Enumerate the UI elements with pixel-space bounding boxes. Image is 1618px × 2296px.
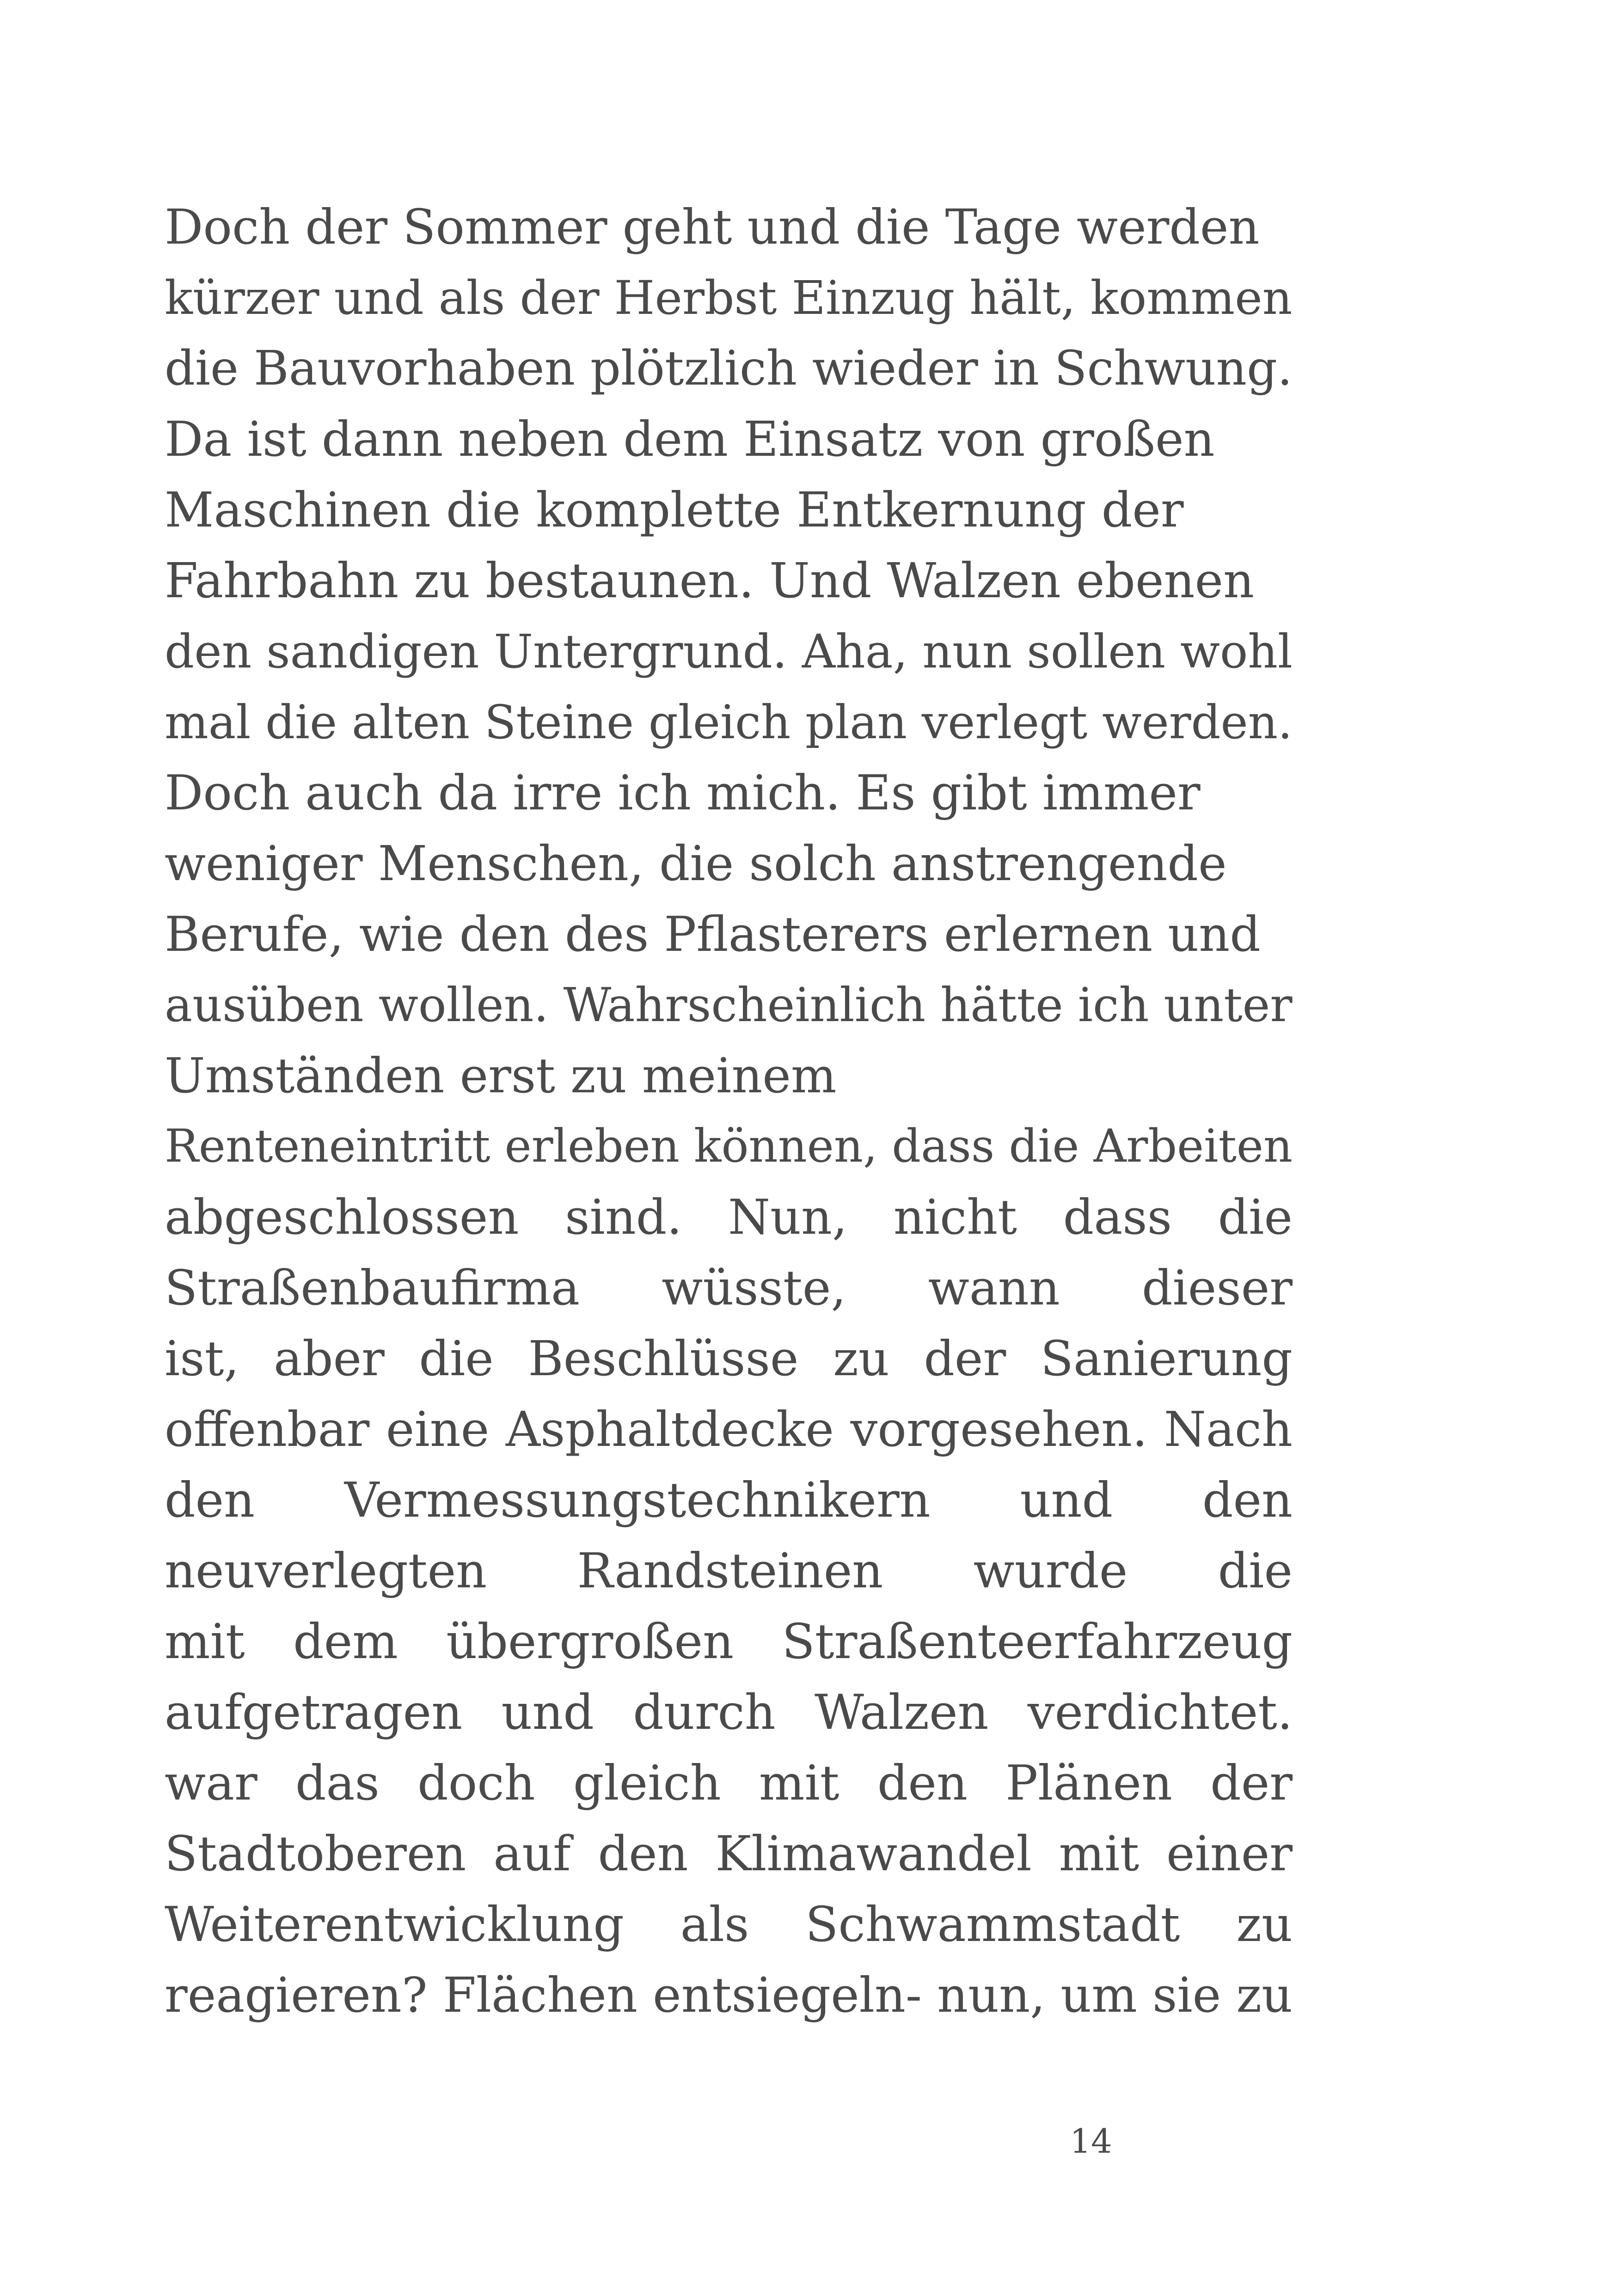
text-line: die Bauvorhaben plötzlich wieder in Schwung.: [165, 341, 1293, 396]
text-line: aufgetragen und durch Walzen verdichtet.: [165, 1684, 1293, 1740]
text-line: Weiterentwicklung als Schwammstadt zu: [165, 1896, 1293, 1953]
text-line: Umständen erst zu meinem: [165, 1047, 837, 1104]
text-line: offenbar eine Asphaltdecke vorgesehen. Nach: [165, 1401, 1293, 1457]
body-text: [165, 192, 1293, 2031]
text-line: Doch der Sommer geht und die Tage werden: [165, 199, 1260, 255]
text-line: reagieren? Flächen entsiegeln- nun, um sie zu: [165, 1967, 1293, 2023]
text-line: ist, aber die Beschlüsse zu der Sanierung: [165, 1330, 1293, 1387]
text-line: Stadtoberen auf den Klimawandel mit einer: [165, 1825, 1293, 1882]
text-line: mit dem übergroßen Straßenteerfahrzeug: [165, 1613, 1293, 1670]
text-line: war das doch gleich mit den Plänen der: [165, 1755, 1293, 1811]
text-line: Maschinen die komplette Entkernung der: [165, 482, 1184, 538]
text-line: mal die alten Steine gleich plan verlegt werden.: [165, 695, 1293, 749]
text-line: den sandigen Untergrund. Aha, nun sollen wohl: [165, 625, 1293, 679]
text-line: kürzer und als der Herbst Einzug hält, kommen: [165, 271, 1293, 325]
text-line: abgeschlossen sind. Nun, nicht dass die: [165, 1189, 1293, 1245]
text-line: den Vermessungstechnikern und den: [165, 1472, 1293, 1528]
text-line: Da ist dann neben dem Einsatz von großen: [165, 411, 1215, 467]
text-line: neuverlegten Randsteinen wurde die: [165, 1543, 1293, 1599]
text-line: Doch auch da irre ich mich. Es gibt immer: [165, 765, 1201, 821]
text-line: Fahrbahn zu bestaunen. Und Walzen ebenen: [165, 552, 1255, 609]
text-line: Straßenbaufirma wüsste, wann dieser: [165, 1260, 1293, 1316]
text-line: weniger Menschen, die solch anstrengende: [165, 835, 1227, 892]
text-line: Renteneintritt erleben können, dass die Arbeiten: [165, 1120, 1293, 1173]
page-number: 14: [1070, 2122, 1112, 2161]
text-line: ausüben wollen. Wahrscheinlich hätte ich unter: [165, 978, 1293, 1032]
text-line: Berufe, wie den des Pflasterers erlernen und: [165, 906, 1261, 962]
